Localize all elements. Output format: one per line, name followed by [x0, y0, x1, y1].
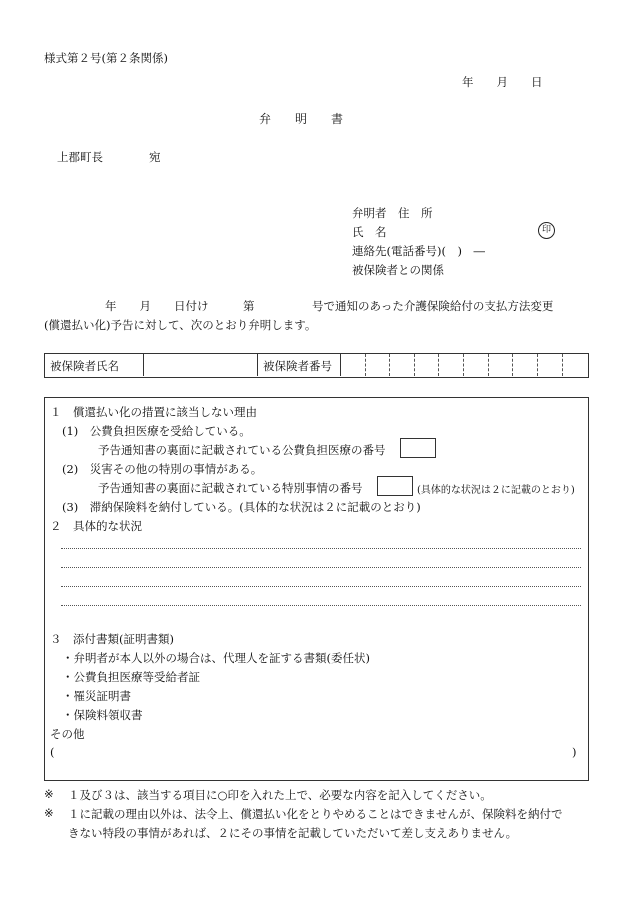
addressee: 上郡町長 宛 — [57, 150, 161, 164]
section1-item-2-note: (具体的な状況は２に記載のとおり) — [417, 485, 575, 496]
digit-separator — [389, 354, 390, 376]
digit-separator — [512, 354, 513, 376]
other-paren-open: ( — [50, 745, 55, 759]
note-mark: ※ — [44, 787, 54, 801]
applicant-name-label: 氏 名 — [352, 225, 387, 239]
digit-separator — [438, 354, 439, 376]
other-label: その他 — [50, 727, 85, 741]
document-title: 弁 明 書 — [259, 112, 344, 126]
applicant-relation-label: 被保険者との関係 — [352, 263, 444, 277]
writing-line[interactable] — [61, 586, 581, 587]
section3-heading: ３ 添付書類(証明書類) — [50, 632, 174, 646]
table-divider — [257, 354, 258, 376]
digit-separator — [562, 354, 563, 376]
section1-item-2: (2) 災害その他の特別の事情がある。 — [62, 462, 263, 476]
insured-name-label: 被保険者氏名 — [50, 359, 119, 373]
section1-heading: １ 償還払い化の措置に該当しない理由 — [50, 405, 257, 419]
section2-heading: ２ 具体的な状況 — [50, 519, 142, 533]
seal-mark: 印 — [538, 222, 555, 239]
section1-item-2-sub: 予告通知書の裏面に記載されている特別事情の番号 — [98, 481, 363, 495]
other-input[interactable] — [62, 743, 567, 761]
date-line: 年 月 日 — [462, 75, 543, 89]
writing-line[interactable] — [61, 567, 581, 568]
note-text: １及び３は、該当する項目に○印を入れた上で、必要な内容を記入してください。 — [68, 788, 492, 802]
digit-separator — [488, 354, 489, 376]
writing-line[interactable] — [61, 605, 581, 606]
applicant-address-label: 弁明者 住 所 — [352, 206, 433, 220]
intro-line-1: 年 月 日付け 第 号で通知のあった介護保険給付の支払方法変更 — [105, 299, 554, 313]
form-number: 様式第２号(第２条関係) — [44, 51, 168, 65]
applicant-contact-label: 連絡先(電話番号)( ) ― — [352, 244, 485, 258]
note-text: きない特段の事情があれば、２にその事情を記載していただいて差し支えありません。 — [68, 826, 518, 840]
attachment-item: ・罹災証明書 — [62, 689, 131, 703]
intro-line-2: (償還払い化)予告に対して、次のとおり弁明します。 — [44, 318, 317, 332]
insured-number-label: 被保険者番号 — [263, 359, 332, 373]
digit-separator — [537, 354, 538, 376]
writing-line[interactable] — [61, 548, 581, 549]
other-paren-close: ) — [572, 745, 577, 759]
section1-item-1-sub: 予告通知書の裏面に記載されている公費負担医療の番号 — [98, 443, 386, 457]
note-text: １に記載の理由以外は、法令上、償還払い化をとりやめることはできませんが、保険料を納付で — [68, 807, 563, 821]
digit-separator — [463, 354, 464, 376]
attachment-item: ・弁明者が本人以外の場合は、代理人を証する書類(委任状) — [62, 651, 370, 665]
insured-name-field[interactable] — [146, 355, 256, 375]
section1-item-1: (1) 公費負担医療を受給している。 — [62, 424, 251, 438]
table-divider — [143, 354, 144, 376]
section1-item-3: (3) 滞納保険料を納付している。(具体的な状況は２に記載のとおり) — [62, 500, 421, 514]
attachment-item: ・保険料領収書 — [62, 708, 143, 722]
attachment-item: ・公費負担医療等受給者証 — [62, 670, 200, 684]
digit-separator — [365, 354, 366, 376]
public-medical-number-box[interactable] — [400, 438, 436, 458]
special-circumstance-number-box[interactable] — [377, 476, 413, 496]
digit-separator — [414, 354, 415, 376]
note-mark: ※ — [44, 806, 54, 820]
